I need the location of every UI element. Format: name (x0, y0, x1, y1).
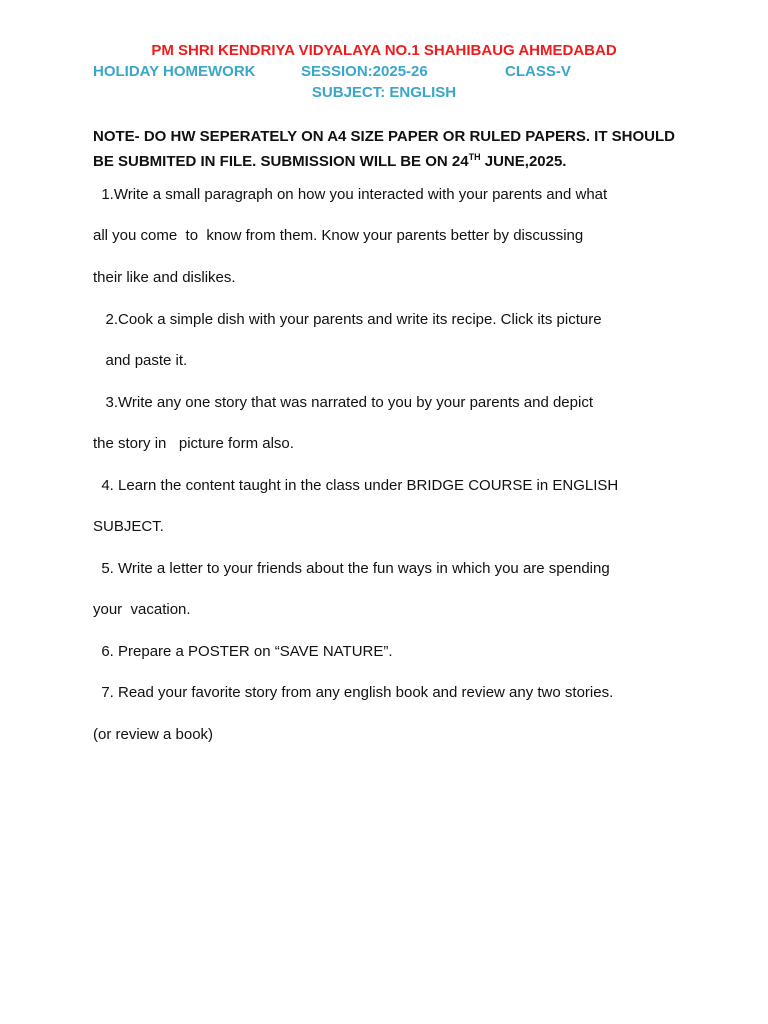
task-1-line-1: 1.Write a small paragraph on how you interacted with your parents and what (93, 186, 608, 203)
task-3-line-1: 3.Write any one story that was narrated to you by your parents and depict (93, 394, 593, 411)
note-line-2-text: BE SUBMITED IN FILE. SUBMISSION WILL BE ON 24 (93, 153, 469, 170)
task-2-line-2: and paste it. (93, 352, 188, 369)
note-line-2-date: JUNE,2025. (480, 153, 567, 170)
task-2-line-1: 2.Cook a simple dish with your parents and write its recipe. Click its picture (93, 311, 602, 328)
task-7-line-1: 7. Read your favorite story from any english book and review any two stories. (93, 684, 614, 701)
task-5-line-1: 5. Write a letter to your friends about the fun ways in which you are spending (93, 560, 610, 577)
task-1-line-3: their like and dislikes. (93, 269, 236, 286)
task-1-line-2: all you come to know from them. Know your parents better by discussing (93, 227, 584, 244)
session-label: SESSION:2025-26 (301, 63, 428, 80)
task-7-line-2: (or review a book) (93, 726, 214, 743)
submission-note (93, 124, 683, 174)
homework-title: HOLIDAY HOMEWORK (93, 63, 256, 80)
task-4-line-1: 4. Learn the content taught in the class under BRIDGE COURSE in ENGLISH (93, 477, 619, 494)
class-label: CLASS-V (505, 63, 571, 80)
task-3-line-2: the story in picture form also. (93, 435, 294, 452)
school-name: PM SHRI KENDRIYA VIDYALAYA NO.1 SHAHIBAUG AHMEDABAD (151, 42, 617, 59)
date-superscript: TH (468, 152, 481, 162)
note-line-1: NOTE- DO HW SEPERATELY ON A4 SIZE PAPER OR RULED PAPERS. IT SHOULD (93, 128, 676, 145)
note-line-2 (93, 149, 683, 174)
task-6-line-1: 6. Prepare a POSTER on “SAVE NATURE”. (93, 643, 393, 660)
task-5-line-2: your vacation. (93, 601, 191, 618)
task-4-line-2: SUBJECT. (93, 518, 164, 535)
subject-label: SUBJECT: ENGLISH (311, 84, 457, 101)
